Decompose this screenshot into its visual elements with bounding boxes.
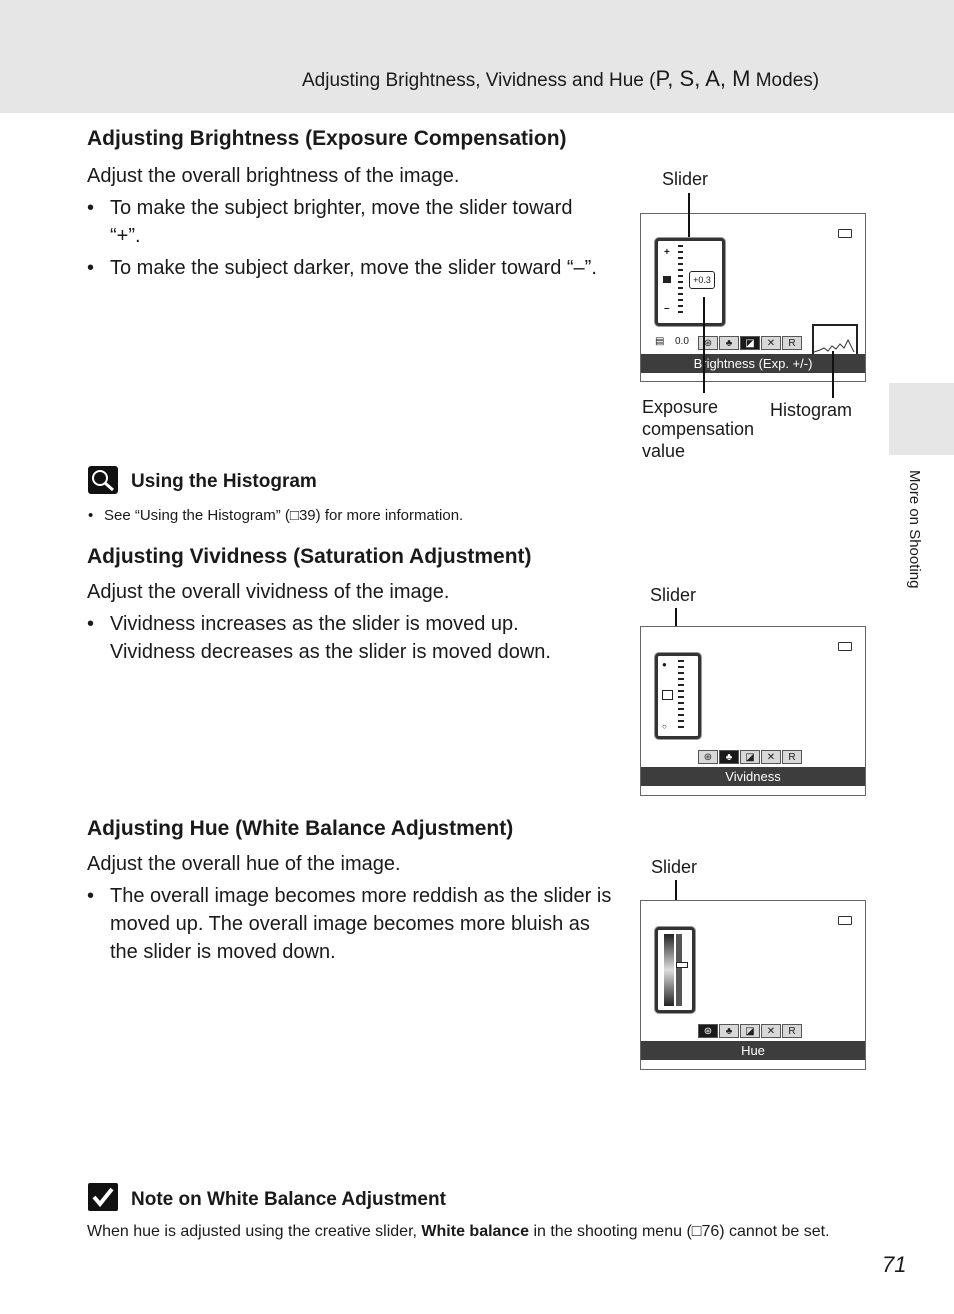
reset-icon: R	[782, 336, 802, 350]
vivid-low-icon: ○	[662, 722, 667, 731]
exposure-value-readout: +0.3	[689, 271, 715, 289]
histogram-note-title: Using the Histogram	[131, 471, 317, 492]
histogram-callout-label: Histogram	[770, 400, 853, 420]
slider-callout-label: Slider	[662, 169, 709, 189]
setting-icon-row	[698, 1024, 802, 1038]
hue-heading: Adjusting Hue (White Balance Adjustment)	[87, 817, 514, 840]
mode-letters: P, S, A, M	[655, 66, 751, 91]
slider-scale	[676, 934, 682, 1006]
slider-marker-icon	[676, 962, 688, 968]
hue-slider-box	[655, 927, 695, 1013]
minus-icon: –	[664, 303, 670, 314]
vividness-intro: Adjust the overall vividness of the image.	[87, 581, 450, 603]
close-icon: ✕	[761, 336, 781, 350]
book-icon: □	[289, 507, 299, 524]
hue-intro: Adjust the overall hue of the image.	[87, 853, 401, 875]
vividness-bullet-1: • Vividness increases as the slider is moved up. Vividness decreases as the slider is moved down.	[87, 610, 607, 666]
hue-screen-bar: Hue	[641, 1041, 865, 1060]
hue-bullet-1: • The overall image becomes more reddish as the slider is moved up. The overall image becomes more bluish as the slider is moved down.	[87, 882, 612, 966]
slider-marker-icon	[662, 690, 673, 700]
close-icon: ✕	[761, 750, 781, 764]
slider-scale	[678, 660, 684, 730]
hue-gradient-bar	[664, 934, 674, 1006]
hue-slider-callout: Slider	[651, 857, 698, 877]
histogram-note-bullet: • See “Using the Histogram” (□39) for more information.	[88, 507, 954, 524]
checkmark-icon	[88, 1183, 118, 1211]
setting-icon-row	[698, 750, 802, 764]
wb-note-text: When hue is adjusted using the creative slider, White balance in the shooting menu (□76) cannot be set.	[87, 1223, 830, 1240]
brightness-icon: ◪	[740, 1024, 760, 1038]
close-icon: ✕	[761, 1024, 781, 1038]
page-number: 71	[882, 1252, 907, 1277]
brightness-intro: Adjust the overall brightness of the image.	[87, 165, 460, 187]
color-icon: ♣	[719, 336, 739, 350]
brightness-icon: ◪	[740, 750, 760, 764]
color-icon: ♣	[719, 1024, 739, 1038]
bracket-icon: ⊛	[698, 750, 718, 764]
tip-icon	[88, 466, 118, 494]
brightness-heading: Adjusting Brightness (Exposure Compensation)	[87, 127, 567, 150]
color-icon: ♣	[719, 750, 739, 764]
vividness-slider-box	[655, 653, 701, 739]
reset-icon: R	[782, 1024, 802, 1038]
hue-screen	[640, 900, 866, 1070]
vividness-body	[87, 578, 607, 666]
vividness-slider-callout: Slider	[650, 585, 697, 605]
brightness-screen-bar: Brightness (Exp. +/-)	[641, 354, 865, 373]
bracket-icon: ⊛	[698, 1024, 718, 1038]
hue-body	[87, 850, 612, 966]
vividness-screen	[640, 626, 866, 796]
vividness-heading: Adjusting Vividness (Saturation Adjustment)	[87, 545, 532, 568]
vividness-screen-bar: Vividness	[641, 767, 865, 786]
exposure-icon: ▤	[655, 336, 665, 347]
running-title: Adjusting Brightness, Vividness and Hue (P, S, A, M Modes)	[302, 66, 820, 91]
plus-icon: +	[664, 247, 670, 258]
exposure-left-value: 0.0	[675, 336, 689, 347]
wb-note-title: Note on White Balance Adjustment	[131, 1189, 446, 1210]
book-icon: □	[691, 1223, 702, 1240]
exposure-callout-label: Exposure compensation value	[642, 397, 755, 461]
battery-icon	[838, 642, 852, 651]
vivid-high-icon: ●	[662, 660, 667, 669]
reset-icon: R	[782, 750, 802, 764]
brightness-bullet-1: • To make the subject brighter, move the slider toward “+”.	[87, 194, 607, 250]
brightness-bullet-2: • To make the subject darker, move the slider toward “–”.	[87, 254, 607, 282]
bracket-icon: ⊛	[698, 336, 718, 350]
side-tab-label: More on Shooting	[906, 470, 923, 589]
brightness-icon: ◪	[740, 336, 760, 350]
battery-icon	[838, 916, 852, 925]
